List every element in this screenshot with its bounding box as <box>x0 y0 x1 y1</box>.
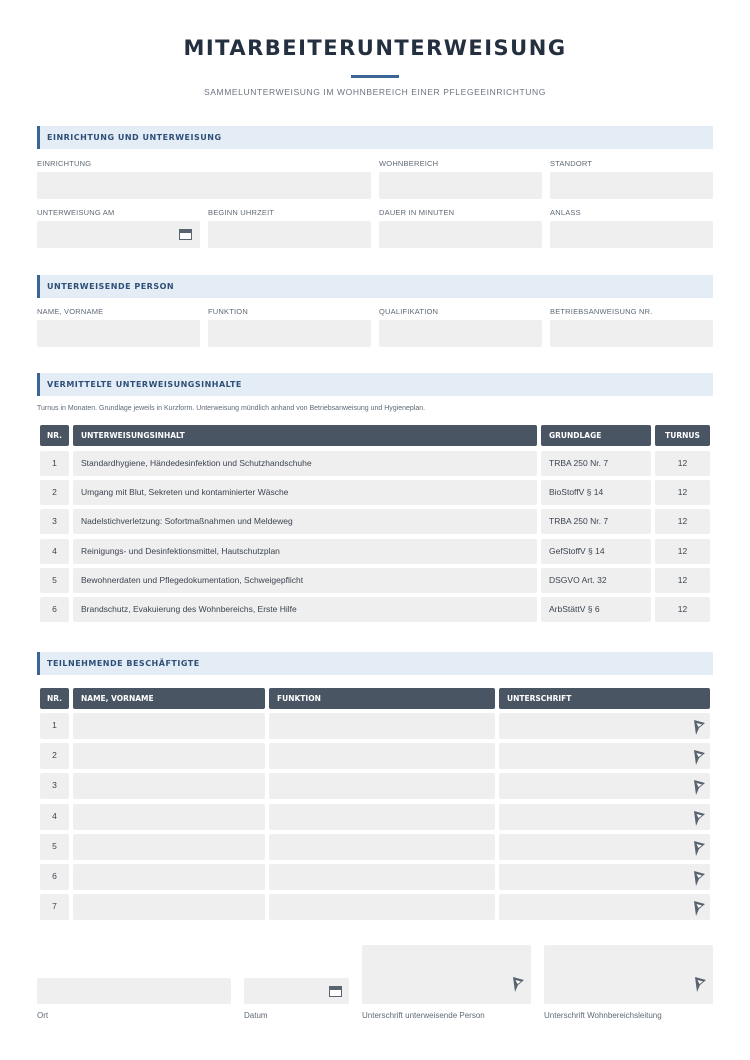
contents-cell-grundlage: DSGVO Art. 32 <box>541 568 651 593</box>
section-heading-contents: VERMITTELTE UNTERWEISUNGSINHALTE <box>37 373 713 396</box>
label-name: NAME, VORNAME <box>37 307 104 316</box>
label-einrichtung: EINRICHTUNG <box>37 159 92 168</box>
contents-note: Turnus in Monaten. Grundlage jeweils in Kurzform. Unterweisung mündlich anhand von Betriebsanweisung und Hygieneplan. <box>37 405 426 412</box>
instructor-qualifikation-field[interactable] <box>379 320 542 347</box>
calendar-icon[interactable] <box>179 229 192 240</box>
unterweisung-date-field[interactable] <box>37 221 200 248</box>
section-heading-facility: EINRICHTUNG UND UNTERWEISUNG <box>37 126 713 149</box>
participant-name-field[interactable] <box>73 804 265 830</box>
participant-name-field[interactable] <box>73 743 265 769</box>
signature-pen-icon <box>692 749 706 766</box>
section-heading-participants: TEILNEHMENDE BESCHÄFTIGTE <box>37 652 713 675</box>
participant-funktion-field[interactable] <box>269 834 495 860</box>
contents-cell-turnus: 12 <box>655 509 710 534</box>
contents-cell-grundlage: GefStoffV § 14 <box>541 539 651 564</box>
contents-cell-nr: 5 <box>40 568 69 593</box>
contents-cell-turnus: 12 <box>655 480 710 505</box>
signature-pen-icon <box>692 779 706 796</box>
ort-field[interactable] <box>37 978 231 1004</box>
participant-name-field[interactable] <box>73 834 265 860</box>
datum-field[interactable] <box>244 978 349 1004</box>
contents-cell-nr: 1 <box>40 451 69 476</box>
lead-signature-field[interactable] <box>544 945 713 1004</box>
contents-cell-turnus: 12 <box>655 597 710 622</box>
label-betriebsanweisung: BETRIEBSANWEISUNG NR. <box>550 307 653 316</box>
dauer-field[interactable] <box>379 221 542 248</box>
signature-pen-icon <box>511 976 525 993</box>
contents-cell-turnus: 12 <box>655 568 710 593</box>
contents-cell-turnus: 12 <box>655 451 710 476</box>
participant-cell-nr: 6 <box>40 864 69 890</box>
contents-col-nr: NR. <box>40 425 69 446</box>
anlass-field[interactable] <box>550 221 713 248</box>
signature-pen-icon <box>692 840 706 857</box>
participant-name-field[interactable] <box>73 773 265 799</box>
ort-label: Ort <box>37 1011 49 1020</box>
title-divider <box>351 75 399 78</box>
participants-col-funktion: FUNKTION <box>269 688 495 709</box>
contents-col-turnus: TURNUS <box>655 425 710 446</box>
participants-col-nr: NR. <box>40 688 69 709</box>
label-dauer: DAUER IN MINUTEN <box>379 208 455 217</box>
participant-signature-field[interactable] <box>499 773 710 799</box>
section-heading-instructor: UNTERWEISENDE PERSON <box>37 275 713 298</box>
beginn-uhrzeit-field[interactable] <box>208 221 371 248</box>
participant-signature-field[interactable] <box>499 834 710 860</box>
participant-funktion-field[interactable] <box>269 804 495 830</box>
label-unterweisung-am: UNTERWEISUNG AM <box>37 208 115 217</box>
contents-cell-grundlage: TRBA 250 Nr. 7 <box>541 509 651 534</box>
instructor-funktion-field[interactable] <box>208 320 371 347</box>
participant-cell-nr: 3 <box>40 773 69 799</box>
standort-field[interactable] <box>550 172 713 199</box>
contents-cell-inhalt: Nadelstichverletzung: Sofortmaßnahmen und Meldeweg <box>73 509 537 534</box>
contents-cell-nr: 6 <box>40 597 69 622</box>
calendar-icon[interactable] <box>329 986 342 997</box>
participant-funktion-field[interactable] <box>269 743 495 769</box>
participant-signature-field[interactable] <box>499 804 710 830</box>
contents-cell-grundlage: ArbStättV § 6 <box>541 597 651 622</box>
instructor-name-field[interactable] <box>37 320 200 347</box>
participant-cell-nr: 7 <box>40 894 69 920</box>
participant-funktion-field[interactable] <box>269 773 495 799</box>
participant-funktion-field[interactable] <box>269 713 495 739</box>
participant-signature-field[interactable] <box>499 894 710 920</box>
participant-cell-nr: 4 <box>40 804 69 830</box>
label-standort: STANDORT <box>550 159 593 168</box>
participant-signature-field[interactable] <box>499 743 710 769</box>
contents-cell-nr: 2 <box>40 480 69 505</box>
label-wohnbereich: WOHNBEREICH <box>379 159 439 168</box>
participant-name-field[interactable] <box>73 713 265 739</box>
contents-cell-grundlage: BioStoffV § 14 <box>541 480 651 505</box>
label-anlass: ANLASS <box>550 208 581 217</box>
contents-col-inhalt: UNTERWEISUNGSINHALT <box>73 425 537 446</box>
page-subtitle: SAMMELUNTERWEISUNG IM WOHNBEREICH EINER PFLEGEEINRICHTUNG <box>204 87 546 97</box>
signature-pen-icon <box>692 870 706 887</box>
participant-funktion-field[interactable] <box>269 864 495 890</box>
label-qualifikation: QUALIFIKATION <box>379 307 439 316</box>
participant-name-field[interactable] <box>73 894 265 920</box>
label-funktion: FUNKTION <box>208 307 248 316</box>
contents-cell-inhalt: Bewohnerdaten und Pflegedokumentation, Schweigepflicht <box>73 568 537 593</box>
contents-cell-nr: 4 <box>40 539 69 564</box>
participant-name-field[interactable] <box>73 864 265 890</box>
participant-cell-nr: 5 <box>40 834 69 860</box>
contents-cell-inhalt: Reinigungs- und Desinfektionsmittel, Hautschutzplan <box>73 539 537 564</box>
instructor-signature-label: Unterschrift unterweisende Person <box>362 1011 485 1020</box>
lead-signature-label: Unterschrift Wohnbereichsleitung <box>544 1011 662 1020</box>
contents-cell-inhalt: Umgang mit Blut, Sekreten und kontaminierter Wäsche <box>73 480 537 505</box>
contents-cell-inhalt: Standardhygiene, Händedesinfektion und Schutzhandschuhe <box>73 451 537 476</box>
label-beginn-uhrzeit: BEGINN UHRZEIT <box>208 208 275 217</box>
contents-cell-inhalt: Brandschutz, Evakuierung des Wohnbereichs, Erste Hilfe <box>73 597 537 622</box>
participant-cell-nr: 1 <box>40 713 69 739</box>
betriebsanweisung-field[interactable] <box>550 320 713 347</box>
participants-col-unterschrift: UNTERSCHRIFT <box>499 688 710 709</box>
participant-cell-nr: 2 <box>40 743 69 769</box>
einrichtung-field[interactable] <box>37 172 371 199</box>
datum-label: Datum <box>244 1011 268 1020</box>
participant-funktion-field[interactable] <box>269 894 495 920</box>
participant-signature-field[interactable] <box>499 713 710 739</box>
contents-cell-grundlage: TRBA 250 Nr. 7 <box>541 451 651 476</box>
instructor-signature-field[interactable] <box>362 945 531 1004</box>
signature-pen-icon <box>693 976 707 993</box>
signature-pen-icon <box>692 900 706 917</box>
contents-cell-turnus: 12 <box>655 539 710 564</box>
signature-pen-icon <box>692 719 706 736</box>
wohnbereich-field[interactable] <box>379 172 542 199</box>
contents-cell-nr: 3 <box>40 509 69 534</box>
signature-pen-icon <box>692 810 706 827</box>
contents-col-grundlage: GRUNDLAGE <box>541 425 651 446</box>
page-title: MITARBEITERUNTERWEISUNG <box>183 36 567 60</box>
participants-col-name: NAME, VORNAME <box>73 688 265 709</box>
participant-signature-field[interactable] <box>499 864 710 890</box>
